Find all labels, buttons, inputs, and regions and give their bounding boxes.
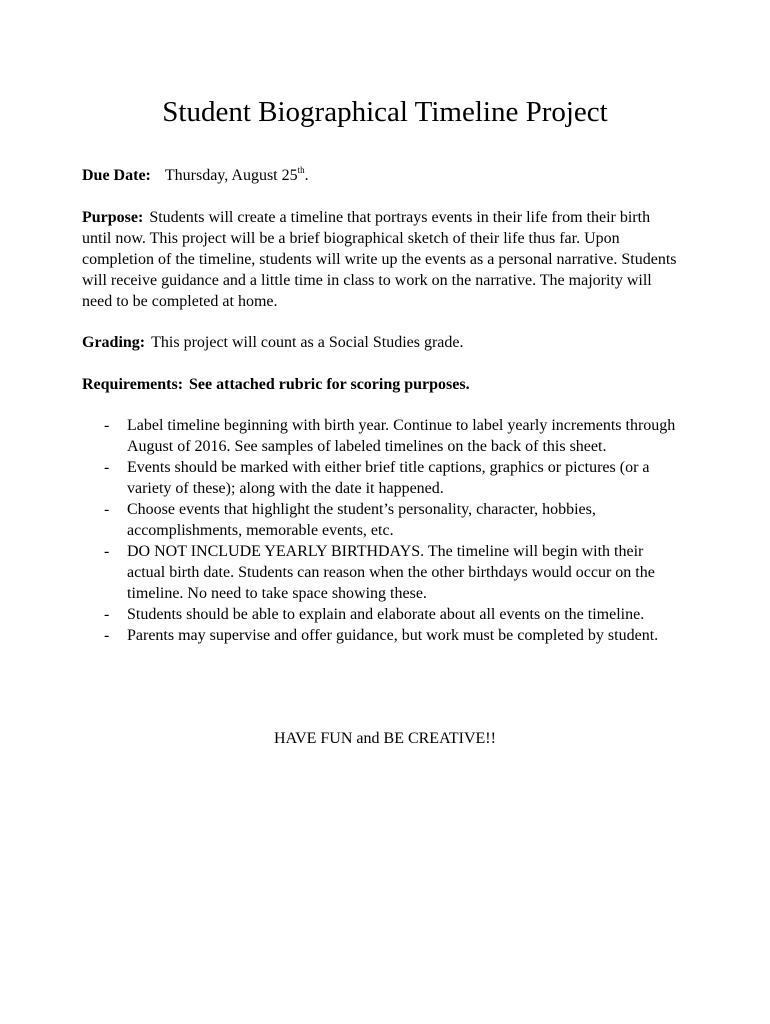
list-item (82, 604, 682, 625)
grading-paragraph (82, 332, 682, 353)
purpose-text: Students will create a timeline that portrays events in their life from their birth until now. This project will be a brief biographical sketch of their life thus far. Upon completion of the timeline, students will write up the events as a personal narrative. Students will receive guidance and a little time in class to work on the narrative. The majority will need to be completed at home. (82, 209, 677, 310)
list-item (82, 457, 682, 499)
bullet-marker: - (104, 627, 110, 644)
list-item-text: Students should be able to explain and elaborate about all events on the timeline. (127, 606, 645, 623)
requirements-label: Requirements: (82, 376, 184, 393)
purpose-paragraph (82, 207, 682, 312)
bullet-marker: - (104, 606, 110, 623)
requirements-heading (82, 374, 682, 395)
list-item-text: Events should be marked with either brief title captions, graphics or pictures (or a variety of these); along with the date it happened. (127, 459, 650, 497)
bullet-marker: - (104, 543, 110, 560)
list-item (82, 625, 682, 646)
closing-line: HAVE FUN and BE CREATIVE!! (274, 730, 496, 747)
bullet-marker: - (104, 459, 110, 476)
list-item-text: Label timeline beginning with birth year. Continue to label yearly increments through August of 2016. See samples of labeled timelines on the back of this sheet. (127, 417, 676, 455)
grading-text: This project will count as a Social Studies grade. (151, 334, 464, 351)
list-item-text: Parents may supervise and offer guidance, but work must be completed by student. (127, 627, 659, 644)
due-date-suffix: . (304, 167, 309, 184)
list-item (82, 499, 682, 541)
requirements-text: See attached rubric for scoring purposes. (189, 376, 470, 393)
list-item (82, 541, 682, 604)
due-date-label: Due Date: (82, 167, 151, 184)
bullet-marker: - (104, 417, 110, 434)
purpose-label: Purpose: (82, 209, 144, 226)
due-date-value: Thursday, August 25 (164, 167, 298, 184)
list-item-text: Choose events that highlight the student’s personality, character, hobbies, accomplishments, memorable events, etc. (127, 501, 596, 539)
due-date-line (82, 165, 682, 186)
bullet-marker: - (104, 501, 110, 518)
list-item-text: DO NOT INCLUDE YEARLY BIRTHDAYS. The timeline will begin with their actual birth date. Students can reason when the other birthdays would occur on the timeline. No need to take space showing these. (127, 543, 655, 602)
document-title: Student Biographical Timeline Project (162, 96, 608, 128)
requirements-list (82, 415, 682, 646)
list-item (82, 415, 682, 457)
grading-label: Grading: (82, 334, 146, 351)
due-date-ordinal: th (297, 165, 305, 175)
